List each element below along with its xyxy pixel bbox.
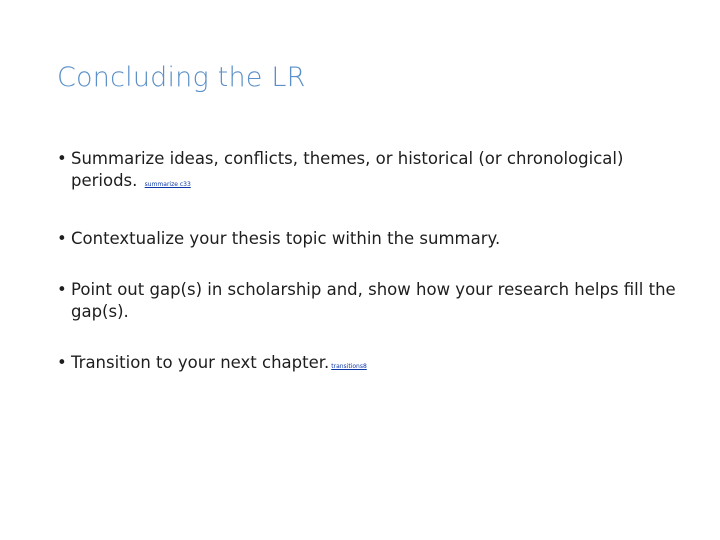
bullet-list <box>57 148 677 374</box>
bullet-item-gap <box>57 279 677 323</box>
slide-title: Concluding the LR <box>57 62 306 93</box>
bullet-item-summarize <box>57 148 677 192</box>
bullet-text: Contextualize your thesis topic within the summary. <box>71 229 501 248</box>
bullet-text: Point out gap(s) in scholarship and, show how your research helps fill the gap(s). <box>71 280 676 321</box>
summarize-link[interactable]: summarize c33 <box>144 181 191 188</box>
transitions-link[interactable]: transitions8 <box>331 363 367 370</box>
bullet-text: Summarize ideas, conflicts, themes, or historical (or chronological) periods. <box>71 149 624 190</box>
bullet-item-contextualize <box>57 228 677 250</box>
bullet-item-transition <box>57 352 677 374</box>
bullet-text: Transition to your next chapter. <box>71 353 330 372</box>
